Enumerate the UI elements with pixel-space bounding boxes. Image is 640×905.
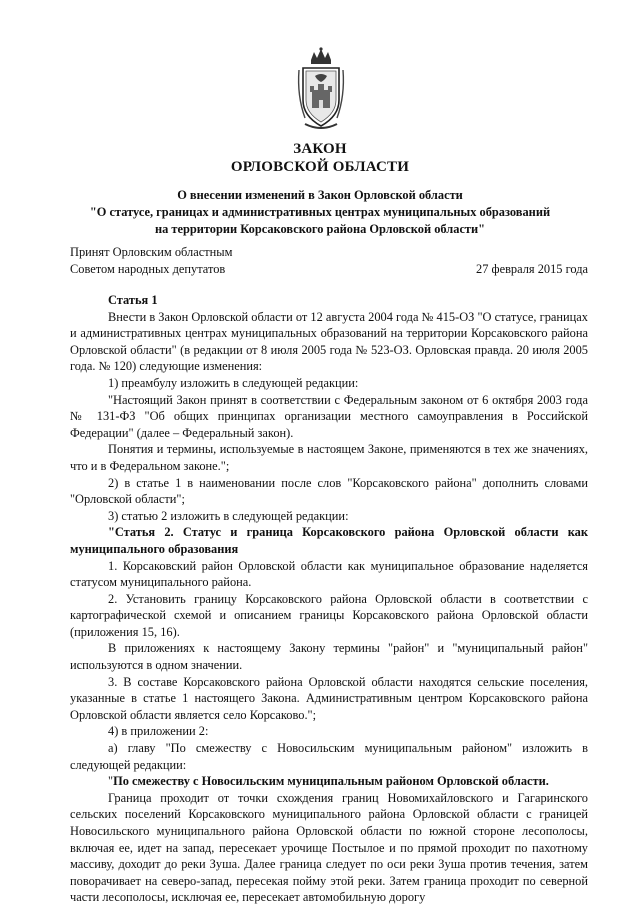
coat-of-arms-emblem — [295, 46, 347, 132]
coat-of-arms-icon — [295, 46, 347, 132]
adoption-date: 27 февраля 2015 года — [476, 262, 588, 276]
adoption-line-1: Принят Орловским областным — [70, 245, 233, 259]
region-title: ОРЛОВСКОЙ ОБЛАСТИ — [230, 159, 410, 175]
law-title: ЗАКОН — [293, 141, 347, 157]
paragraph: Граница проходит от точки схождения границ Новомихайловского и Гагаринского сельских поселений Корсаковского муниципального района Орловской области с границей Новосильского муниципального района Орловской области по южной стороне лесополосы, включая ее, идет на запад, пересекает урочище Постылое и по прямой проходит по пахотному массиву, доходит до реки Зуша. Далее граница следует по оси реки Зуша против течения, затем поворачивает на северо-запад, пересекая пойму этой реки. Затем граница проходит по северной части лесополосы, исключая ее, пересекает автомобильную дорогу — [70, 790, 588, 905]
paragraph: 4) в приложении 2: — [108, 724, 209, 739]
paragraph: а) главу "По смежеству с Новосильским муниципальным районом" изложить в следующей редакции: — [70, 741, 588, 772]
open-quote: " — [108, 774, 114, 789]
article-2-heading: "Статья 2. Статус и граница Корсаковского района Орловской области как муниципального образования — [70, 525, 588, 556]
paragraph: 2) в статье 1 в наименовании после слов "Корсаковского района" дополнить словами "Орловской области"; — [70, 475, 588, 507]
law-body — [70, 292, 588, 905]
paragraph: Понятия и термины, используемые в настоящем Законе, применяются в тех же значениях, что и в Федеральном законе."; — [70, 442, 588, 473]
subtitle-line-3: на территории Корсаковского района Орловской области" — [154, 222, 486, 236]
subtitle-line-1: О внесении изменений в Закон Орловской области — [177, 188, 463, 202]
paragraph: В приложениях к настоящему Закону термины "район" и "муниципальный район" используются в одном значении. — [70, 641, 588, 673]
paragraph: 1) преамбулу изложить в следующей редакции: — [108, 375, 359, 390]
chapter-heading — [70, 773, 588, 790]
paragraph: 2. Установить границу Корсаковского района Орловской области в соответствии с картографической схемой и описанием границы Корсаковского района Орловской области (приложения 15, 16). — [70, 591, 588, 639]
paragraph: "Настоящий Закон принят в соответствии с Федеральным законом от 6 октября 2003 года № 131-ФЗ "Об общих принципах организации местного самоуправления в Российской Федерации" (далее – Федеральный закон). — [70, 392, 588, 440]
adoption-info — [70, 244, 232, 278]
paragraph: 1. Корсаковский район Орловской области как муниципальное образование наделяется статусом муниципального района. — [70, 558, 588, 590]
article-heading: Статья 1 — [108, 293, 158, 307]
paragraph: Внести в Закон Орловской области от 12 августа 2004 года № 415-ОЗ "О статусе, границах и административных центрах муниципальных образований на территории Корсаковского района Орловской области" (в редакции от 8 июля 2005 года № 523-ОЗ. Орловская правда. 20 июля 2005 года. № 120) следующие изменения: — [70, 309, 588, 374]
subtitle-line-2: "О статусе, границах и административных центрах муниципальных образований — [89, 205, 551, 219]
chapter-heading-text: По смежеству с Новосильским муниципальным районом Орловской области. — [113, 774, 549, 789]
paragraph: 3. В составе Корсаковского района Орловской области находятся сельские поселения, указанные в статье 1 настоящего Закона. Административным центром Корсаковского района Орловской области является село Корсаково."; — [70, 674, 588, 722]
adoption-line-2: Советом народных депутатов — [70, 262, 226, 276]
paragraph: 3) статью 2 изложить в следующей редакции: — [108, 508, 349, 523]
